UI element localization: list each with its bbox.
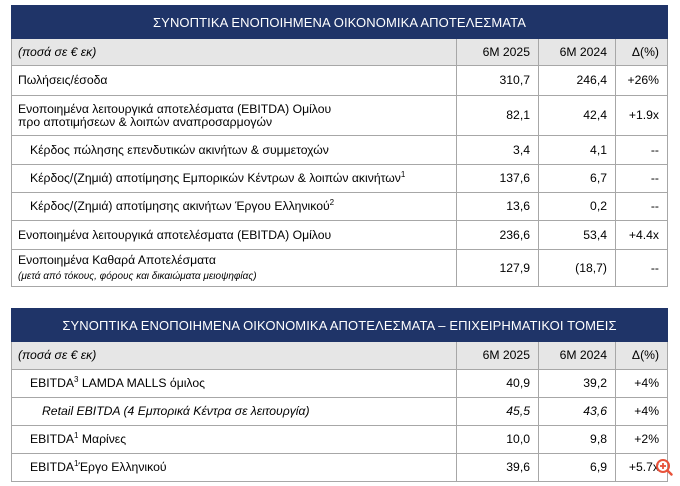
value-6m-2025: 13,6 — [457, 193, 539, 221]
row-label: Κέρδος/(Ζημιά) αποτίμησης Εμπορικών Κέντρων & λοιπών ακινήτων$^1$ — [12, 165, 457, 193]
row-label — [12, 250, 457, 287]
value-6m-2024: 9,8 — [539, 426, 616, 454]
table-title-row — [12, 6, 668, 39]
value-delta: -- — [616, 250, 668, 287]
row-label: EBITDA$^1$Έργο Ελληνικού — [12, 454, 457, 482]
value-6m-2025: 127,9 — [457, 250, 539, 287]
header-col-6m-2025: 6M 2025 — [457, 39, 539, 66]
value-6m-2025: 82,1 — [457, 96, 539, 136]
table-row — [12, 426, 668, 454]
table-title: ΣΥΝΟΠΤΙΚΑ ΕΝΟΠΟΙΗΜΕΝΑ ΟΙΚΟΝΟΜΙΚΑ ΑΠΟΤΕΛΕΣΜΑΤΑ – ΕΠΙΧΕΙΡΗΜΑΤΙΚΟΙ ΤΟΜΕΙΣ — [12, 309, 668, 342]
row-label: Ενοποιημένα λειτουργικά αποτελέσματα (EBITDA) Ομίλου — [12, 221, 457, 250]
value-delta: +1.9x — [616, 96, 668, 136]
table-title: ΣΥΝΟΠΤΙΚΑ ΕΝΟΠΟΙΗΜΕΝΑ ΟΙΚΟΝΟΜΙΚΑ ΑΠΟΤΕΛΕΣΜΑΤΑ — [12, 6, 668, 39]
row-label: Retail EBITDA (4 Εμπορικά Κέντρα σε λειτουργία) — [12, 398, 457, 426]
value-6m-2024: 43,6 — [539, 398, 616, 426]
financial-results-table — [11, 5, 668, 287]
table-row — [12, 66, 668, 96]
header-col-6m-2024: 6M 2024 — [539, 342, 616, 370]
row-label-line2: προ αποτιμήσεων & λοιπών αναπροσαρμογών — [18, 114, 273, 129]
value-6m-2025: 39,6 — [457, 454, 539, 482]
value-6m-2024: 53,4 — [539, 221, 616, 250]
row-label: Πωλήσεις/έσοδα — [12, 66, 457, 96]
table-row — [12, 221, 668, 250]
header-label: (ποσά σε € εκ) — [12, 39, 457, 66]
value-6m-2025: 310,7 — [457, 66, 539, 96]
value-6m-2025: 10,0 — [457, 426, 539, 454]
footnote-marker: 3 — [74, 374, 79, 384]
footnote-marker: 2 — [329, 197, 335, 207]
value-delta: -- — [616, 165, 668, 193]
header-label: (ποσά σε € εκ) — [12, 342, 457, 370]
value-delta: -- — [616, 136, 668, 165]
value-6m-2025: 45,5 — [457, 398, 539, 426]
table-row — [12, 165, 668, 193]
table-row — [12, 193, 668, 221]
header-col-delta: Δ(%) — [616, 342, 668, 370]
row-label: EBITDA$^3$ LAMDA MALLS όμιλος — [12, 370, 457, 398]
value-6m-2024: 0,2 — [539, 193, 616, 221]
header-col-delta: Δ(%) — [616, 39, 668, 66]
footnote-marker: 1 — [74, 430, 79, 440]
value-6m-2024: 246,4 — [539, 66, 616, 96]
table-header-row — [12, 342, 668, 370]
row-label-line1: Ενοποιημένα λειτουργικά αποτελέσματα (EBITDA) Ομίλου — [18, 101, 332, 116]
row-label-main: Ενοποιημένα Καθαρά Αποτελέσματα — [18, 252, 216, 267]
value-delta: +2% — [616, 426, 668, 454]
value-delta: -- — [616, 193, 668, 221]
value-6m-2025: 236,6 — [457, 221, 539, 250]
table-row — [12, 136, 668, 165]
value-6m-2024: 4,1 — [539, 136, 616, 165]
row-label: Κέρδος/(Ζημιά) αποτίμησης ακινήτων Έργου Ελληνικού$^2$ — [12, 193, 457, 221]
table-row — [12, 370, 668, 398]
value-delta: +4% — [616, 370, 668, 398]
value-6m-2025: 137,6 — [457, 165, 539, 193]
footnote-marker: 1 — [74, 458, 79, 468]
value-6m-2024: 6,7 — [539, 165, 616, 193]
header-col-6m-2025: 6M 2025 — [457, 342, 539, 370]
table-row — [12, 398, 668, 426]
value-6m-2025: 3,4 — [457, 136, 539, 165]
table-row — [12, 454, 668, 482]
value-delta: +4% — [616, 398, 668, 426]
table-header-row — [12, 39, 668, 66]
row-label — [12, 96, 457, 136]
zoom-in-icon[interactable] — [655, 458, 673, 476]
row-label-note: (μετά από τόκους, φόρους και δικαιώματα μειοψηφίας) — [18, 270, 257, 282]
row-label: EBITDA$^1$ Μαρίνες — [12, 426, 457, 454]
value-6m-2024: (18,7) — [539, 250, 616, 287]
value-delta: +26% — [616, 66, 668, 96]
table-title-row — [12, 309, 668, 342]
footnote-marker: 1 — [400, 169, 406, 179]
value-6m-2024: 42,4 — [539, 96, 616, 136]
row-label: Κέρδος πώλησης επενδυτικών ακινήτων & συμμετοχών — [12, 136, 457, 165]
value-6m-2025: 40,9 — [457, 370, 539, 398]
table-row — [12, 96, 668, 136]
value-delta: +4.4x — [616, 221, 668, 250]
value-delta: +5.7x — [616, 454, 668, 482]
value-6m-2024: 6,9 — [539, 454, 616, 482]
table-row — [12, 250, 668, 287]
value-6m-2024: 39,2 — [539, 370, 616, 398]
header-col-6m-2024: 6M 2024 — [539, 39, 616, 66]
segment-results-table — [11, 308, 668, 482]
